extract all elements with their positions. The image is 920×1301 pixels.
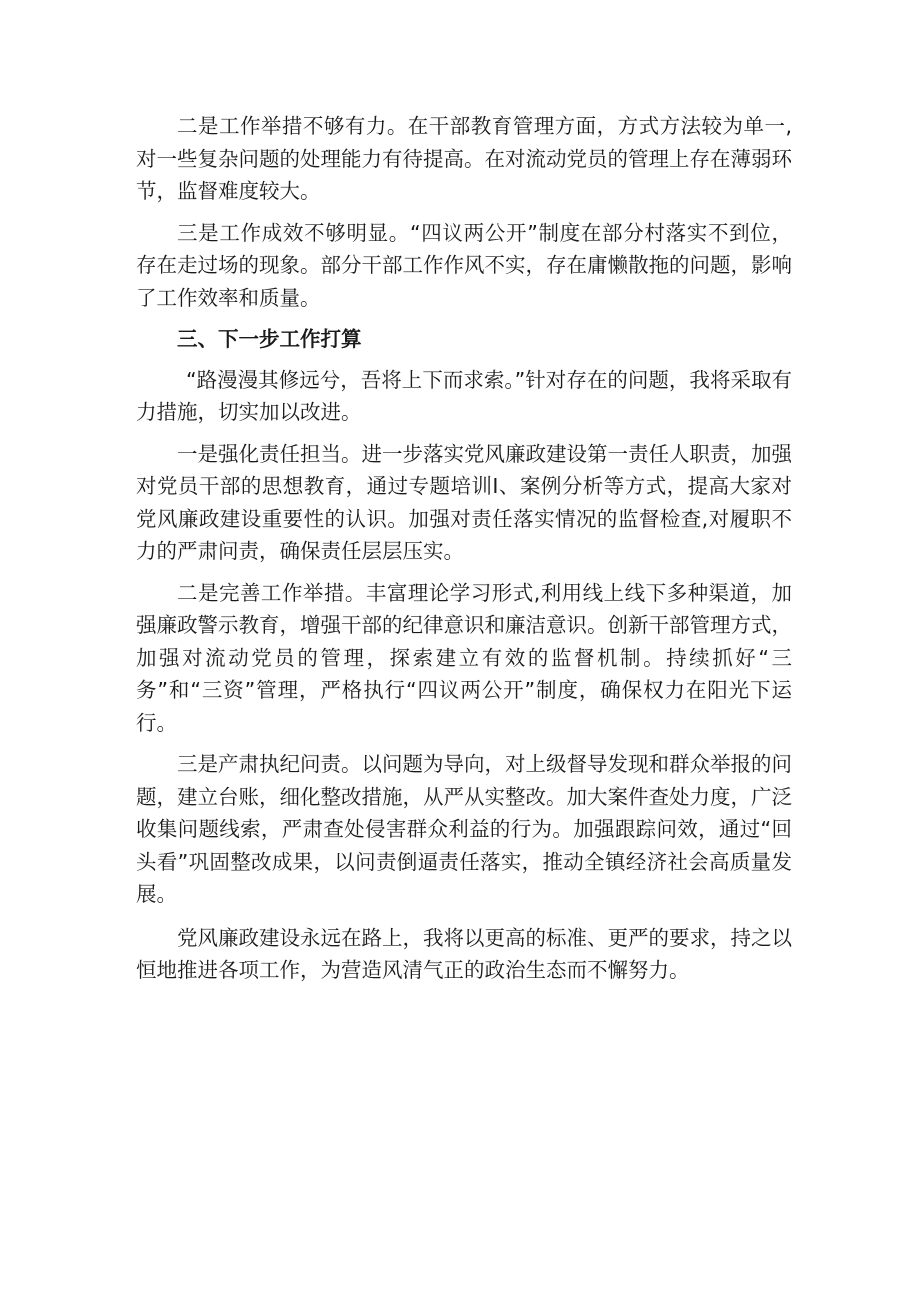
paragraph-closing: 党风廉政建设永远在路上，我将以更高的标准、更严的要求，持之以恒地推进各项工作，为营造风清气正的政治生态而不懈努力。 [136,925,792,982]
paragraph-measure-3: 三是产肃执纪问责。以问题为导向，对上级督导发现和群众举报的问题，建立台账，细化整改措施，从严从实整改。加大案件查处力度，广泛收集问题线索，严肃查处侵害群众利益的行为。加强跟踪问效，通过“回头看”巩固整改成果，以问责倒逼责任落实，推动全镇经济社会高质量发展。 [136,752,792,906]
paragraph-work-results: 三是工作成效不够明显。“四议两公开”制度在部分村落实不到位，存在走过场的现象。部分干部工作作风不实，存在庸懒散拖的问题，影响了工作效率和质量。 [136,220,792,310]
paragraph-measure-1: 一是强化责任担当。进一步落实党风廉政建设第一责任人职责，加强对党员干部的思想教育，通过专题培训I、案例分析等方式，提高大家对党风廉政建设重要性的认识。加强对责任落实情况的监督检查,对履职不力的严肃问责，确保责任层层压实。 [136,441,792,563]
section-heading: 三、下一步工作打算 [177,327,362,351]
document-page [136,110,792,996]
paragraph-measure-2: 二是完善工作举措。丰富理论学习形式,利用线上线下多种渠道，加强廉政警示教育，增强干部的纪律意识和廉洁意识。创新干部管理方式，加强对流动党员的管理，探索建立有效的监督机制。持续抓好“三务”和“三资”管理，严格执行“四议两公开”制度，确保权力在阳光下运行。 [136,580,792,735]
paragraph-quote: “路漫漫其修远兮，吾将上下而求索。”针对存在的问题，我将采取有力措施，切实加以改进。 [136,367,792,424]
paragraph-work-measures: 二是工作举措不够有力。在干部教育管理方面，方式方法较为单一,对一些复杂问题的处理能力有待提高。在对流动党员的管理上存在薄弱环节，监督难度较大。 [136,114,792,203]
